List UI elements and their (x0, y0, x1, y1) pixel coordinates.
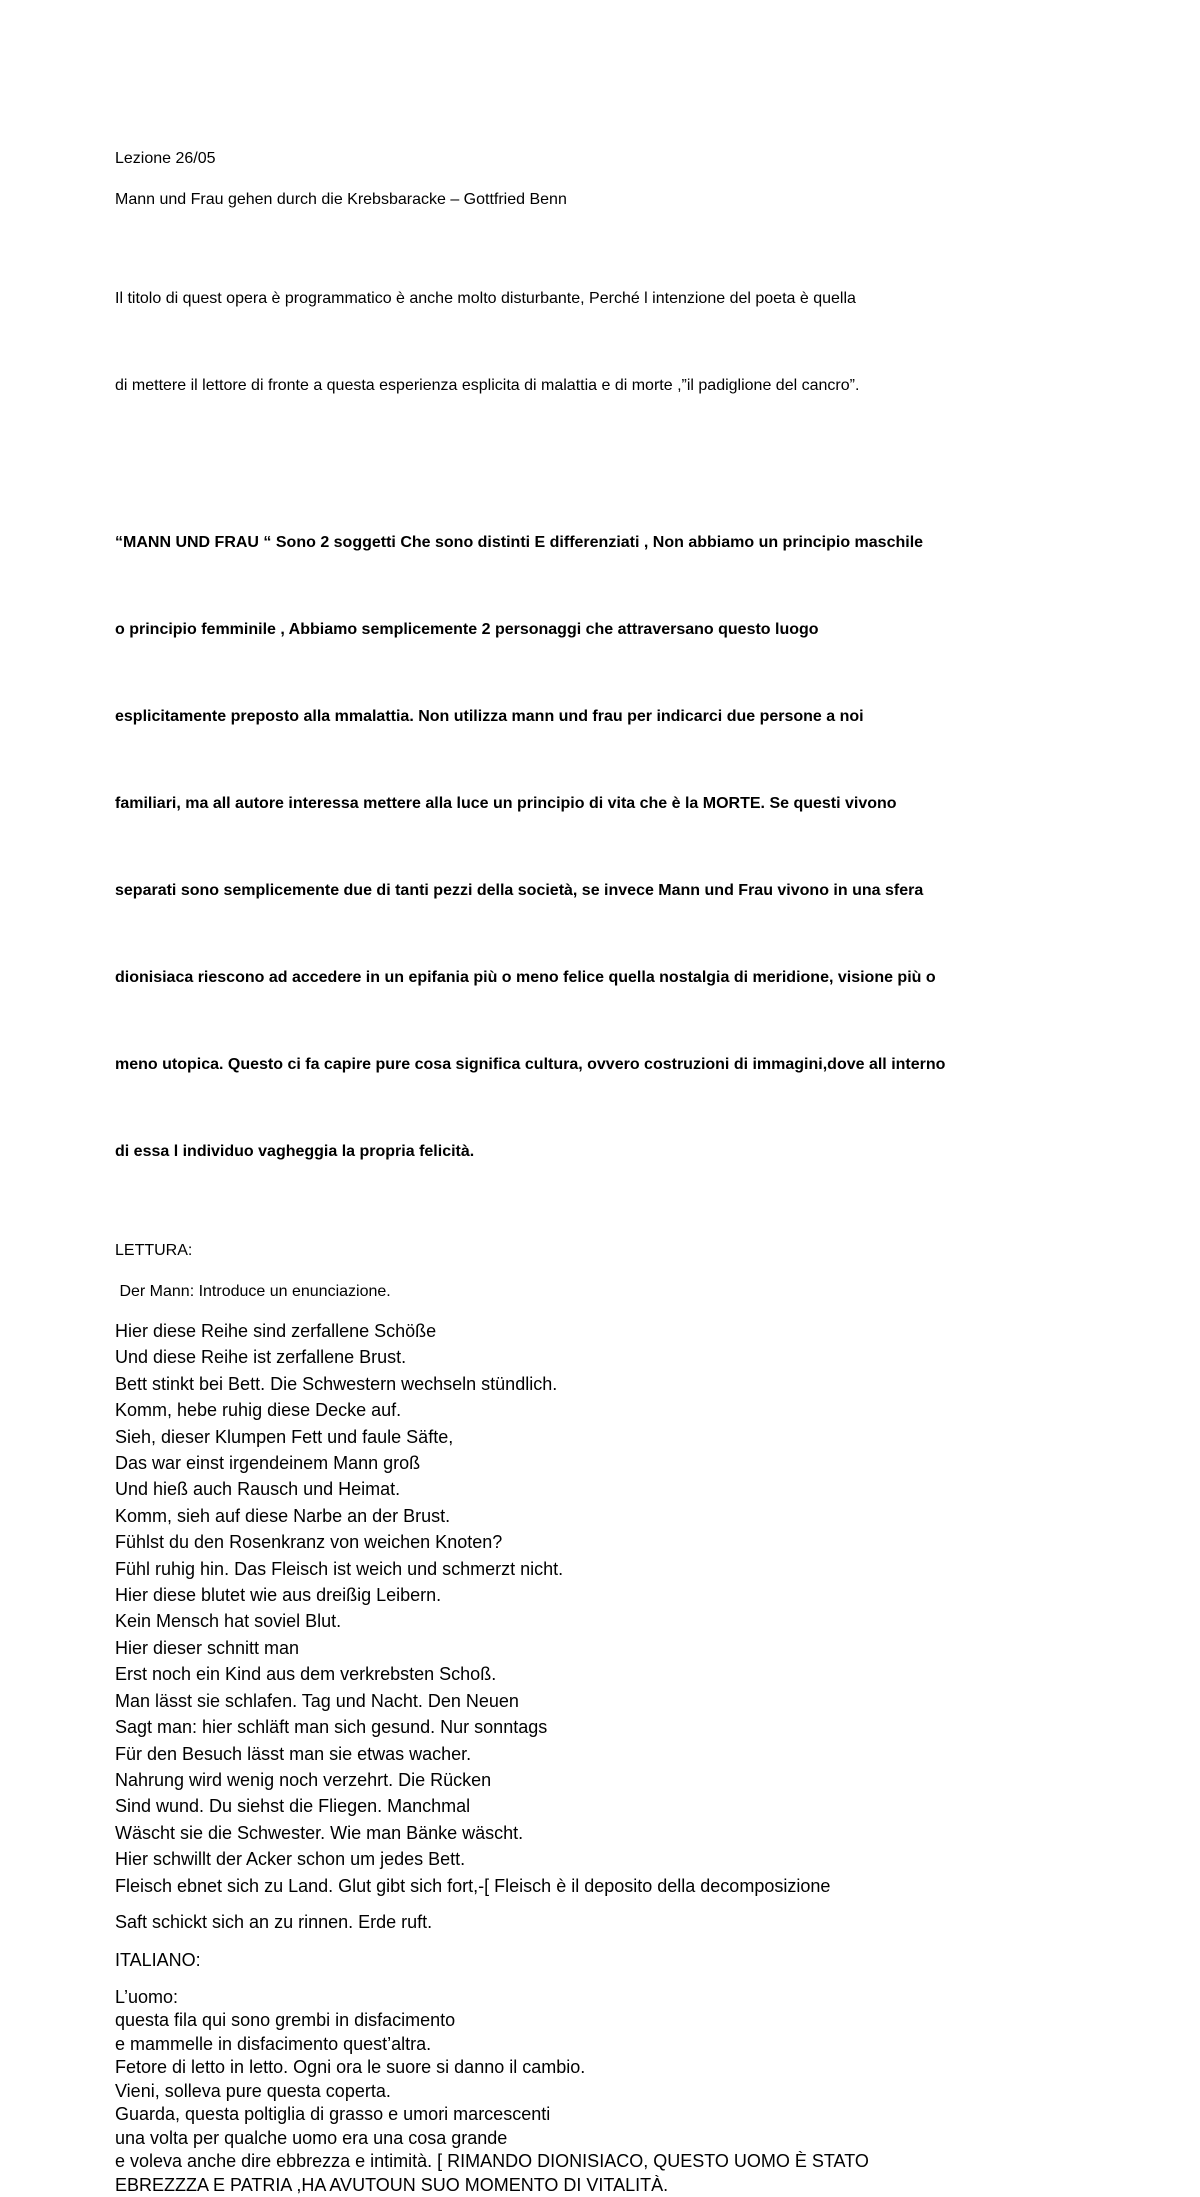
poem-line: Wäscht sie die Schwester. Wie man Bänke wäscht. (115, 1822, 524, 1843)
poem-line: Hier diese blutet wie aus dreißig Leibern. (115, 1585, 442, 1606)
analysis-line: dionisiaca riescono ad accedere in un epifania più o meno felice quella nostalgia di meridione, visione più o (115, 969, 936, 986)
lesson-title: Lezione 26/05 (115, 150, 216, 167)
analysis-line: “MANN UND FRAU “ Sono 2 soggetti Che sono distinti E differenziati , Non abbiamo un principio maschile (115, 534, 924, 551)
italiano-label: ITALIANO: (115, 1950, 201, 1971)
intro-paragraph (115, 226, 1095, 458)
poem-line: Bett stinkt bei Bett. Die Schwestern wechseln stündlich. (115, 1373, 558, 1394)
poem-line: Komm, sieh auf diese Narbe an der Brust. (115, 1505, 451, 1526)
poem-line: Hier diese Reihe sind zerfallene Schöße (115, 1321, 437, 1341)
analysis-line: meno utopica. Questo ci fa capire pure cosa significa cultura, ovvero costruzioni di immagini,dove all interno (115, 1056, 946, 1073)
analysis-line: o principio femminile , Abbiamo semplicemente 2 personaggi che attraversano questo luogo (115, 621, 819, 638)
intro-line: di mettere il lettore di fronte a questa esperienza esplicita di malattia e di morte ,”il padiglione del cancro”. (115, 377, 860, 394)
poem-line: Das war einst irgendeinem Mann groß (115, 1453, 421, 1474)
translation-line: EBREZZZA E PATRIA ,HA AVUTOUN SUO MOMENTO DI VITALITÀ. (115, 2174, 669, 2195)
poem-line: Fleisch ebnet sich zu Land. Glut gibt sich fort,-[ Fleisch è il deposito della decomposizione (115, 1875, 831, 1896)
translation-line: L’uomo: (115, 1986, 179, 2007)
der-mann-label: Der Mann: Introduce un enunciazione. (115, 1283, 391, 1300)
poem-line: Hier dieser schnitt man (115, 1637, 300, 1658)
poem-line: Sieh, dieser Klumpen Fett und faule Säfte, (115, 1426, 454, 1447)
translation-line: e voleva anche dire ebbrezza e intimità. [ RIMANDO DIONISIACO, QUESTO UOMO È STATO (115, 2151, 869, 2172)
analysis-line: familiari, ma all autore interessa mettere alla luce un principio di vita che è la MORTE. Se questi vivono (115, 795, 897, 812)
poem-line: Kein Mensch hat soviel Blut. (115, 1611, 342, 1632)
italian-translation (115, 1986, 1095, 2197)
translation-line: e mammelle in disfacimento quest’altra. (115, 2033, 432, 2054)
analysis-line: esplicitamente preposto alla mmalattia. Non utilizza mann und frau per indicarci due persone a noi (115, 708, 864, 725)
poem-line: Hier schwillt der Acker schon um jedes Bett. (115, 1849, 466, 1870)
poem-line: Und diese Reihe ist zerfallene Brust. (115, 1347, 407, 1368)
analysis-line: separati sono semplicemente due di tanti pezzi della società, se invece Mann und Frau vivono in una sfera (115, 882, 924, 899)
analysis-line: di essa l individuo vagheggia la propria felicità. (115, 1143, 475, 1160)
poem-last-line: Saft schickt sich an zu rinnen. Erde ruft. (115, 1911, 433, 1932)
poem-line: Fühl ruhig hin. Das Fleisch ist weich und schmerzt nicht. (115, 1558, 564, 1579)
poem-german (115, 1318, 1095, 1899)
translation-line: Vieni, solleva pure questa coperta. (115, 2080, 391, 2101)
poem-line: Für den Besuch lässt man sie etwas wacher. (115, 1743, 472, 1764)
poem-line: Man lässt sie schlafen. Tag und Nacht. Den Neuen (115, 1690, 519, 1711)
poem-line: Und hieß auch Rausch und Heimat. (115, 1479, 401, 1500)
intro-line: Il titolo di quest opera è programmatico è anche molto disturbante, Perché l intenzione del poeta è quella (115, 290, 856, 307)
poem-line: Nahrung wird wenig noch verzehrt. Die Rücken (115, 1769, 492, 1790)
reading-label: LETTURA: (115, 1242, 193, 1259)
translation-line: Guarda, questa poltiglia di grasso e umori marcescenti (115, 2104, 551, 2125)
poem-line: Erst noch ein Kind aus dem verkrebsten Schoß. (115, 1664, 497, 1685)
poem-line: Sind wund. Du siehst die Fliegen. Manchmal (115, 1796, 471, 1817)
poem-line: Fühlst du den Rosenkranz von weichen Knoten? (115, 1532, 503, 1553)
translation-line: una volta per qualche uomo era una cosa grande (115, 2127, 508, 2148)
subtitle: Mann und Frau gehen durch die Krebsbaracke – Gottfried Benn (115, 191, 567, 208)
translation-line: Fetore di letto in letto. Ogni ora le suore si danno il cambio. (115, 2057, 586, 2078)
analysis-paragraph (115, 470, 1095, 1224)
poem-line: Sagt man: hier schläft man sich gesund. Nur sonntags (115, 1717, 548, 1738)
document-page (115, 144, 1095, 2197)
poem-line: Komm, hebe ruhig diese Decke auf. (115, 1400, 402, 1421)
translation-line: questa fila qui sono grembi in disfacimento (115, 2010, 456, 2031)
